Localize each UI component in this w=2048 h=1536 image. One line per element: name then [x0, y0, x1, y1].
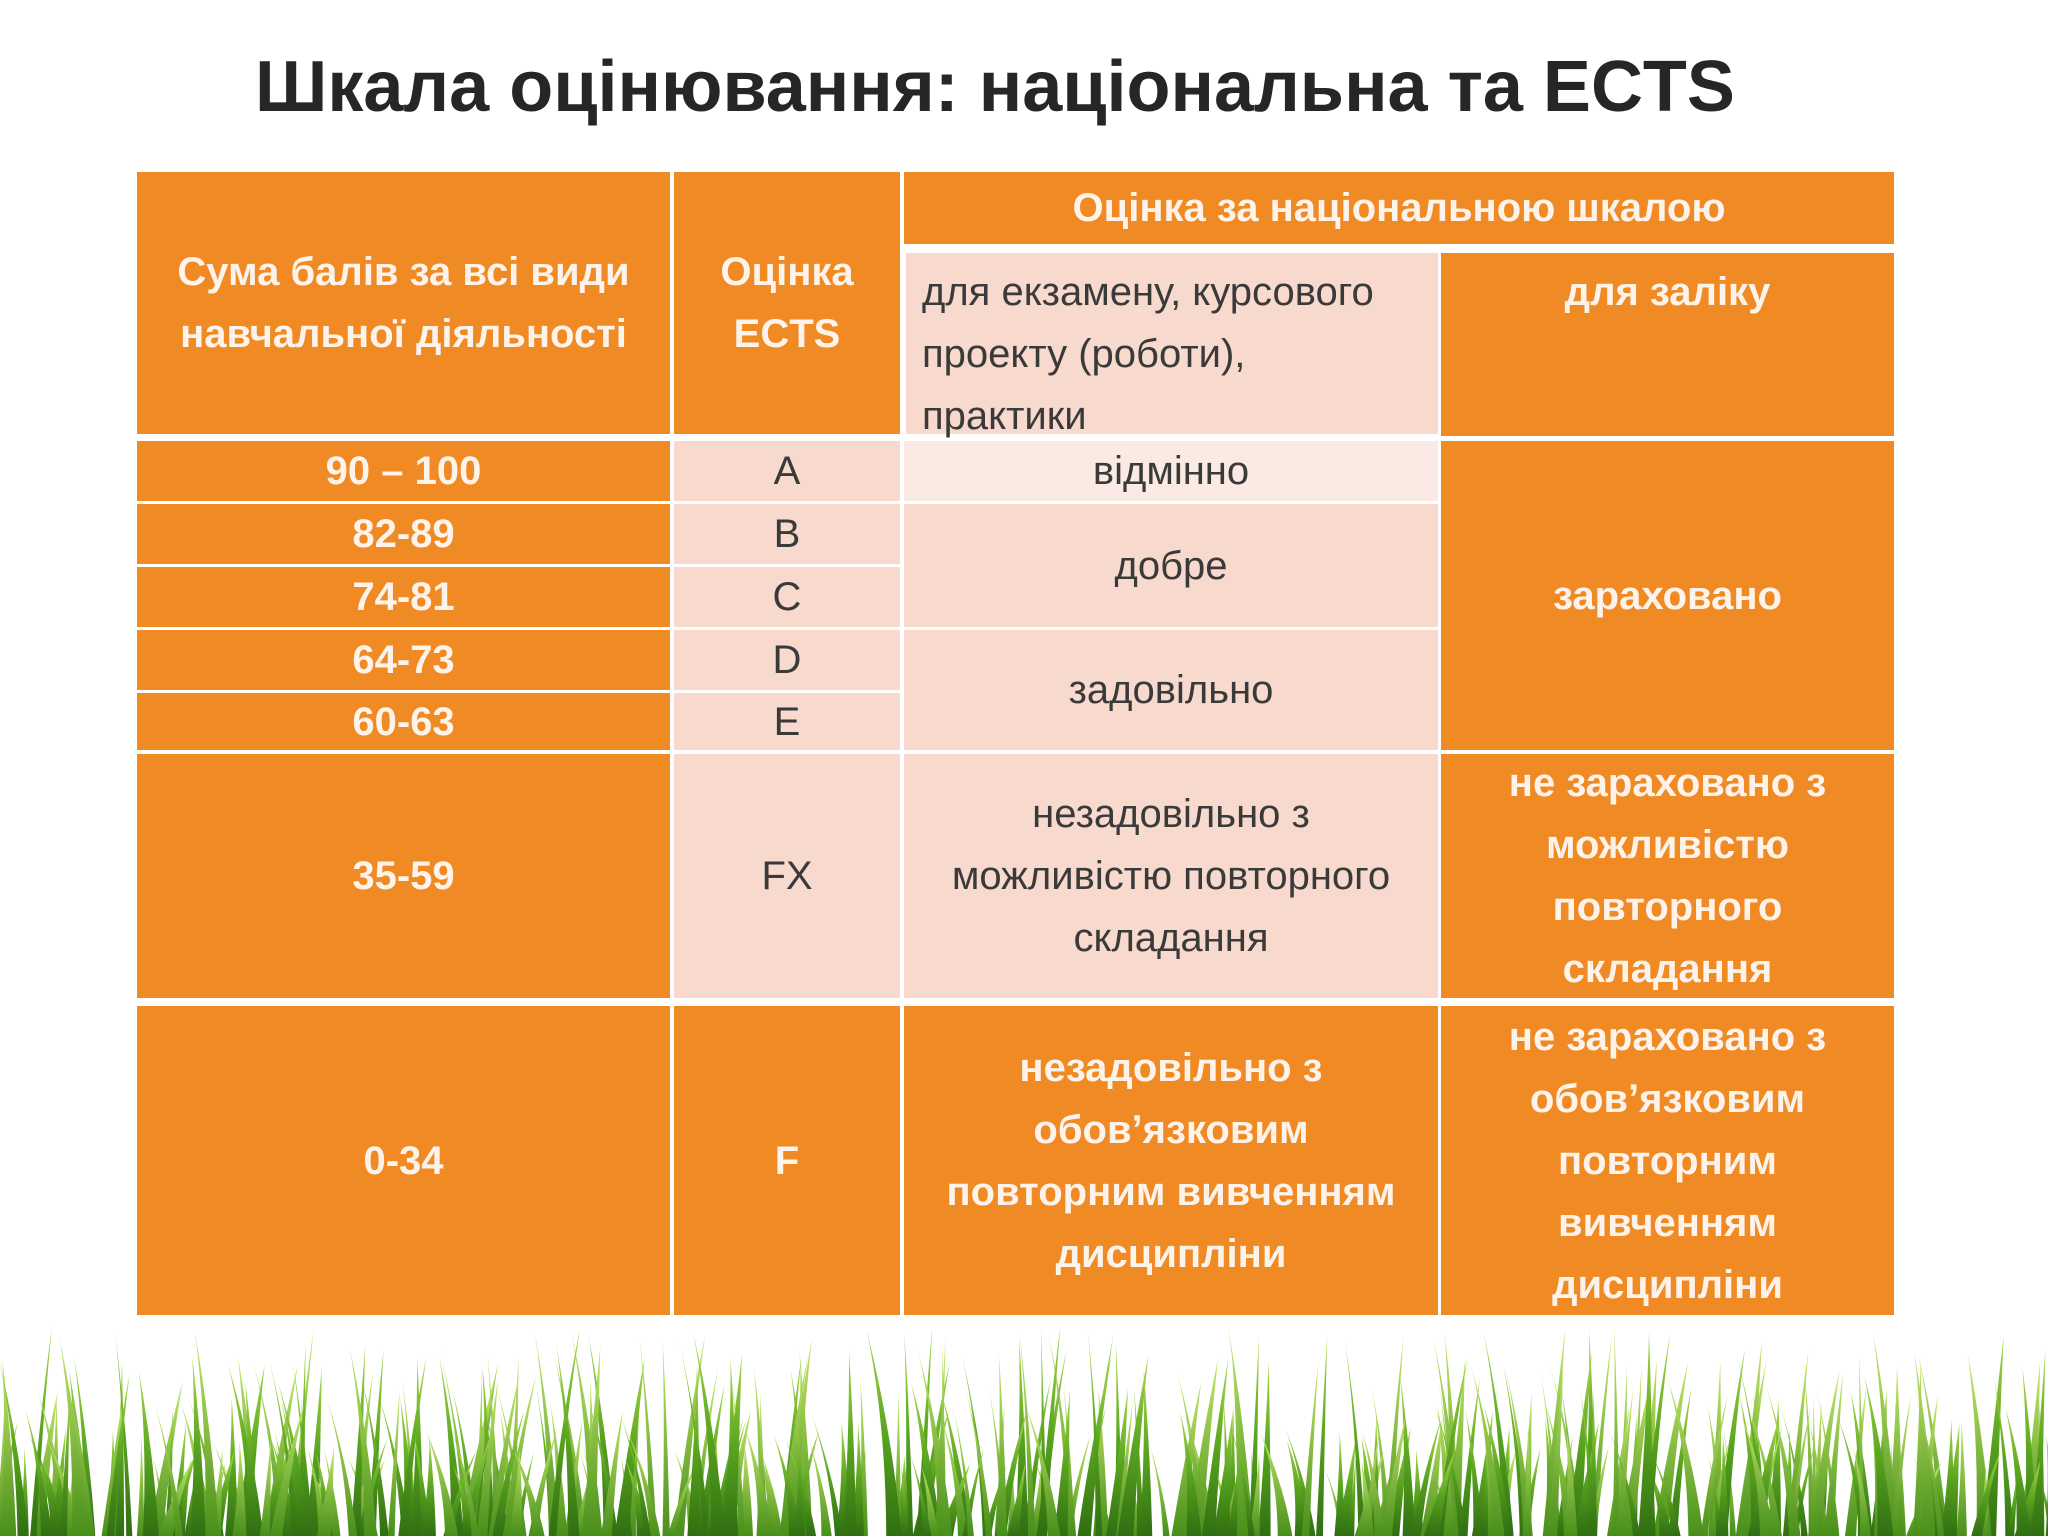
grass-blade — [997, 1355, 1007, 1536]
ects-cell: D — [674, 630, 900, 690]
credit-fx-line: повторного — [1552, 885, 1783, 929]
ects-cell: B — [674, 504, 900, 564]
ects-cell: C — [674, 567, 900, 627]
credit-fx-line: складання — [1562, 947, 1773, 991]
header-sum-line: навчальної діяльності — [180, 312, 627, 356]
grass-blade — [1316, 1335, 1327, 1536]
grass-blade — [1302, 1362, 1319, 1536]
exam-satisfactory-cell: задовільно — [904, 630, 1438, 750]
score-cell: 64-73 — [137, 630, 670, 690]
exam-fx-cell — [904, 754, 1438, 998]
credit-f-line: повторним — [1558, 1138, 1777, 1183]
grass-blade — [867, 1329, 902, 1536]
header-exam-line: проекту (роботи), — [922, 332, 1246, 376]
grass-blade — [1613, 1327, 1620, 1536]
credit-f-cell — [1441, 1006, 1894, 1315]
credit-fx-line: можливістю — [1545, 823, 1789, 867]
header-exam-line: для екзамену, курсового — [922, 270, 1374, 314]
header-ects-grade — [674, 172, 900, 434]
exam-f-cell — [904, 1006, 1438, 1315]
header-sum-of-points — [137, 172, 670, 434]
grass-blade — [1258, 1361, 1271, 1536]
score-cell: 74-81 — [137, 567, 670, 627]
credit-passed-cell: зараховано — [1441, 441, 1894, 750]
score-cell: 35-59 — [137, 754, 670, 998]
exam-excellent-cell: відмінно — [904, 441, 1438, 501]
ects-cell: F — [674, 1006, 900, 1315]
grass-blade — [1334, 1432, 1344, 1536]
header-exam-line: практики — [922, 394, 1087, 438]
exam-fx-line: складання — [1073, 916, 1269, 960]
score-cell: 60-63 — [137, 693, 670, 750]
exam-fx-line: можливістю повторного — [951, 854, 1391, 898]
ects-cell: FX — [674, 754, 900, 998]
header-credit-column: для заліку — [1441, 253, 1894, 436]
credit-f-line: обов’язковим — [1529, 1076, 1806, 1121]
slide-title: Шкала оцінювання: національна та ECTS — [255, 47, 1735, 127]
credit-fx-cell — [1441, 754, 1894, 998]
header-sum-line: Сума балів за всі види — [177, 250, 630, 294]
header-national-scale: Оцінка за національною шкалою — [904, 172, 1894, 244]
grass-blade — [1400, 1378, 1415, 1536]
exam-good-cell: добре — [904, 504, 1438, 627]
credit-f-line: не зараховано з — [1508, 1014, 1827, 1059]
grass-blade — [843, 1350, 856, 1536]
credit-f-line: вивченням — [1558, 1200, 1777, 1245]
header-ects-line: Оцінка — [720, 250, 854, 294]
score-cell: 90 – 100 — [137, 441, 670, 501]
exam-f-line: дисципліни — [1055, 1231, 1287, 1276]
exam-fx-line: незадовільно з — [1032, 792, 1310, 836]
exam-f-line: повторним вивченням — [946, 1169, 1396, 1214]
exam-f-line: незадовільно з — [1019, 1045, 1323, 1090]
score-cell: 82-89 — [137, 504, 670, 564]
ects-cell: A — [674, 441, 900, 501]
header-exam-column — [906, 253, 1438, 438]
exam-f-line: обов’язковим — [1033, 1107, 1309, 1152]
grass-blade — [388, 1389, 400, 1536]
grass-decoration — [0, 1320, 2048, 1536]
score-cell: 0-34 — [137, 1006, 670, 1315]
header-ects-line: ECTS — [733, 312, 841, 356]
ects-cell: E — [674, 693, 900, 750]
credit-fx-line: не зараховано з — [1508, 761, 1827, 805]
grass-blade — [137, 1435, 145, 1536]
grass-blade — [662, 1338, 669, 1536]
credit-f-line: дисципліни — [1552, 1262, 1783, 1307]
